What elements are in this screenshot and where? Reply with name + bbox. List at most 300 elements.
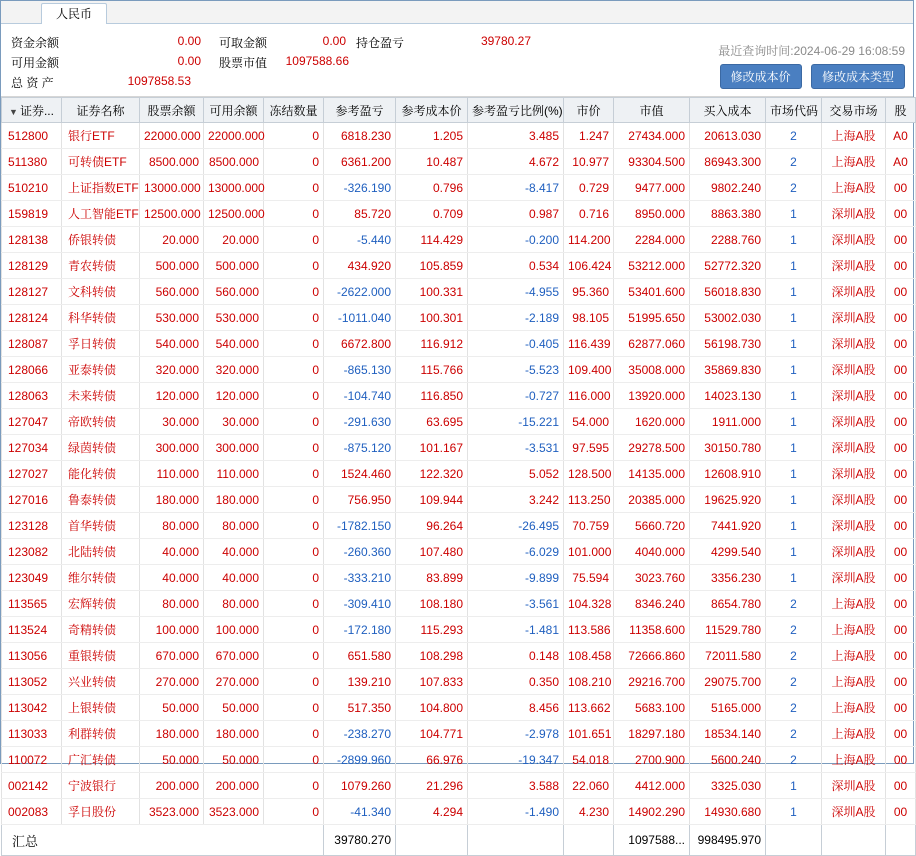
- cell-ref-pl: -2899.960: [324, 747, 396, 773]
- table-row[interactable]: [2, 435, 916, 461]
- cell-balance: 50.000: [140, 747, 204, 773]
- cell-market-price: 113.662: [564, 695, 614, 721]
- cell-name: 能化转债: [62, 461, 140, 487]
- modify-cost-type-button[interactable]: 修改成本类型: [811, 64, 905, 89]
- table-row[interactable]: [2, 227, 916, 253]
- cell-buy-cost: 18534.140: [690, 721, 766, 747]
- cell-market-price: 95.360: [564, 279, 614, 305]
- label-available-fund: 可用金额: [11, 56, 60, 70]
- cell-ref-cost-price: 10.487: [396, 149, 468, 175]
- cell-market-price: 54.018: [564, 747, 614, 773]
- table-row[interactable]: [2, 513, 916, 539]
- cell-frozen: 0: [264, 253, 324, 279]
- cell-ref-cost-price: 116.850: [396, 383, 468, 409]
- cell-market-value: 20385.000: [614, 487, 690, 513]
- table-row[interactable]: [2, 669, 916, 695]
- cell-code: 128138: [2, 227, 62, 253]
- cell-market-code: 1: [766, 461, 822, 487]
- cell-ref-pl-pct: 4.672: [468, 149, 564, 175]
- label-stock-market-value: 股票市值: [219, 56, 268, 70]
- cell-ref-cost-price: 0.709: [396, 201, 468, 227]
- cell-market-code: 1: [766, 383, 822, 409]
- cell-frozen: 0: [264, 149, 324, 175]
- value-stock-market-value: 1097588.66: [285, 54, 349, 68]
- summary-buttons: [714, 64, 905, 89]
- cell-market-price: 106.424: [564, 253, 614, 279]
- cell-available: 110.000: [204, 461, 264, 487]
- cell-exchange: 深圳A股: [822, 513, 886, 539]
- column-header-ref-pl-pct[interactable]: 参考盈亏比例(%): [468, 98, 564, 123]
- cell-buy-cost: 2288.760: [690, 227, 766, 253]
- cell-frozen: 0: [264, 435, 324, 461]
- cell-frozen: 0: [264, 747, 324, 773]
- cell-market-price: 109.400: [564, 357, 614, 383]
- cell-ref-pl-pct: -1.481: [468, 617, 564, 643]
- cell-code: 511380: [2, 149, 62, 175]
- cell-extra: 00: [886, 773, 916, 799]
- table-row[interactable]: [2, 149, 916, 175]
- cell-exchange: 深圳A股: [822, 435, 886, 461]
- label-withdrawable: 可取金额: [219, 36, 268, 50]
- cell-available: 3523.000: [204, 799, 264, 825]
- cell-market-code: 1: [766, 565, 822, 591]
- table-row[interactable]: [2, 539, 916, 565]
- cell-extra: 00: [886, 617, 916, 643]
- cell-name: 广汇转债: [62, 747, 140, 773]
- cell-ref-pl: -104.740: [324, 383, 396, 409]
- column-header-ref-pl[interactable]: 参考盈亏: [324, 98, 396, 123]
- cell-market-value: 4040.000: [614, 539, 690, 565]
- cell-market-value: 8950.000: [614, 201, 690, 227]
- cell-code: 123128: [2, 513, 62, 539]
- cell-name: 未来转债: [62, 383, 140, 409]
- cell-ref-pl-pct: -1.490: [468, 799, 564, 825]
- cell-ref-pl-pct: -9.899: [468, 565, 564, 591]
- cell-balance: 50.000: [140, 695, 204, 721]
- cell-name: 侨银转债: [62, 227, 140, 253]
- cell-name: 鲁泰转债: [62, 487, 140, 513]
- table-row[interactable]: [2, 799, 916, 825]
- cell-ref-cost-price: 104.800: [396, 695, 468, 721]
- positions-table-container[interactable]: [1, 97, 913, 849]
- cell-code: 123049: [2, 565, 62, 591]
- cell-ref-pl: 517.350: [324, 695, 396, 721]
- cell-market-code: 2: [766, 721, 822, 747]
- value-fund-balance: 0.00: [177, 34, 201, 48]
- table-row[interactable]: [2, 253, 916, 279]
- cell-market-value: 5660.720: [614, 513, 690, 539]
- cell-extra: 00: [886, 747, 916, 773]
- cell-ref-pl-pct: -2.189: [468, 305, 564, 331]
- cell-market-code: 2: [766, 695, 822, 721]
- footer-blank-2: [468, 825, 564, 856]
- cell-market-code: 2: [766, 123, 822, 149]
- cell-ref-pl: -260.360: [324, 539, 396, 565]
- cell-buy-cost: 5600.240: [690, 747, 766, 773]
- cell-ref-pl-pct: -3.531: [468, 435, 564, 461]
- cell-balance: 80.000: [140, 591, 204, 617]
- cell-buy-cost: 8654.780: [690, 591, 766, 617]
- cell-balance: 80.000: [140, 513, 204, 539]
- table-row[interactable]: [2, 409, 916, 435]
- cell-buy-cost: 14023.130: [690, 383, 766, 409]
- cell-available: 530.000: [204, 305, 264, 331]
- column-header-market-code[interactable]: 市场代码: [766, 98, 822, 123]
- column-header-buy-cost[interactable]: 买入成本: [690, 98, 766, 123]
- cell-market-price: 128.500: [564, 461, 614, 487]
- cell-ref-pl-pct: 0.987: [468, 201, 564, 227]
- column-header-balance[interactable]: 股票余额: [140, 98, 204, 123]
- cell-code: 123082: [2, 539, 62, 565]
- cell-code: 512800: [2, 123, 62, 149]
- table-row[interactable]: [2, 721, 916, 747]
- footer-blank-1: [396, 825, 468, 856]
- table-row[interactable]: [2, 123, 916, 149]
- cell-balance: 8500.000: [140, 149, 204, 175]
- table-row[interactable]: [2, 747, 916, 773]
- cell-code: 127016: [2, 487, 62, 513]
- cell-frozen: 0: [264, 695, 324, 721]
- cell-buy-cost: 1911.000: [690, 409, 766, 435]
- cell-code: 127027: [2, 461, 62, 487]
- footer-blank-5: [822, 825, 886, 856]
- cell-market-price: 0.716: [564, 201, 614, 227]
- cell-balance: 110.000: [140, 461, 204, 487]
- cell-buy-cost: 52772.320: [690, 253, 766, 279]
- cell-market-price: 108.210: [564, 669, 614, 695]
- cell-code: 002142: [2, 773, 62, 799]
- cell-available: 8500.000: [204, 149, 264, 175]
- cell-available: 50.000: [204, 695, 264, 721]
- cell-exchange: 上海A股: [822, 617, 886, 643]
- cell-ref-pl-pct: -5.523: [468, 357, 564, 383]
- cell-code: 002083: [2, 799, 62, 825]
- table-row[interactable]: [2, 487, 916, 513]
- cell-market-code: 2: [766, 747, 822, 773]
- cell-name: 孚日股份: [62, 799, 140, 825]
- cell-frozen: 0: [264, 591, 324, 617]
- cell-extra: 00: [886, 331, 916, 357]
- cell-ref-pl: 434.920: [324, 253, 396, 279]
- cell-available: 12500.000: [204, 201, 264, 227]
- cell-market-price: 108.458: [564, 643, 614, 669]
- column-header-ref-cost-price[interactable]: 参考成本价: [396, 98, 468, 123]
- cell-extra: 00: [886, 669, 916, 695]
- cell-buy-cost: 53002.030: [690, 305, 766, 331]
- cell-market-price: 114.200: [564, 227, 614, 253]
- cell-ref-pl: 85.720: [324, 201, 396, 227]
- cell-ref-pl-pct: -3.561: [468, 591, 564, 617]
- cell-code: 110072: [2, 747, 62, 773]
- table-row[interactable]: [2, 565, 916, 591]
- cell-name: 上证指数ETF: [62, 175, 140, 201]
- table-row[interactable]: [2, 357, 916, 383]
- table-row[interactable]: [2, 305, 916, 331]
- cell-balance: 40.000: [140, 539, 204, 565]
- cell-buy-cost: 8863.380: [690, 201, 766, 227]
- cell-exchange: 深圳A股: [822, 305, 886, 331]
- cell-ref-pl: -41.340: [324, 799, 396, 825]
- cell-buy-cost: 11529.780: [690, 617, 766, 643]
- cell-extra: 00: [886, 565, 916, 591]
- cell-market-value: 1620.000: [614, 409, 690, 435]
- cell-ref-pl: -2622.000: [324, 279, 396, 305]
- cell-market-code: 1: [766, 799, 822, 825]
- label-fund-balance: 资金余额: [11, 36, 60, 50]
- cell-code: 113033: [2, 721, 62, 747]
- cell-ref-pl-pct: -4.955: [468, 279, 564, 305]
- table-row[interactable]: [2, 461, 916, 487]
- cell-extra: 00: [886, 799, 916, 825]
- cell-market-value: 93304.500: [614, 149, 690, 175]
- cell-code: 510210: [2, 175, 62, 201]
- cell-market-value: 2700.900: [614, 747, 690, 773]
- table-row[interactable]: [2, 617, 916, 643]
- cell-ref-pl: 139.210: [324, 669, 396, 695]
- cell-market-value: 2284.000: [614, 227, 690, 253]
- positions-table-body: [2, 123, 916, 825]
- cell-ref-pl: -238.270: [324, 721, 396, 747]
- cell-available: 13000.000: [204, 175, 264, 201]
- cell-name: 文科转债: [62, 279, 140, 305]
- cell-buy-cost: 4299.540: [690, 539, 766, 565]
- cell-market-value: 11358.600: [614, 617, 690, 643]
- cell-market-code: 2: [766, 617, 822, 643]
- cell-code: 128087: [2, 331, 62, 357]
- cell-ref-cost-price: 21.296: [396, 773, 468, 799]
- cell-ref-cost-price: 96.264: [396, 513, 468, 539]
- cell-ref-pl: 1079.260: [324, 773, 396, 799]
- column-header-market-price[interactable]: 市价: [564, 98, 614, 123]
- cell-code: 128124: [2, 305, 62, 331]
- cell-ref-pl-pct: -26.495: [468, 513, 564, 539]
- footer-market-value-total: 1097588...: [614, 825, 690, 856]
- cell-name: 宁波银行: [62, 773, 140, 799]
- cell-frozen: 0: [264, 461, 324, 487]
- cell-market-price: 101.000: [564, 539, 614, 565]
- column-header-extra[interactable]: 股: [886, 98, 916, 123]
- cell-frozen: 0: [264, 175, 324, 201]
- cell-ref-cost-price: 108.180: [396, 591, 468, 617]
- table-row[interactable]: [2, 175, 916, 201]
- label-total-assets: 总 资 产: [11, 76, 54, 90]
- cell-market-code: 1: [766, 305, 822, 331]
- cell-frozen: 0: [264, 539, 324, 565]
- cell-market-price: 70.759: [564, 513, 614, 539]
- cell-balance: 120.000: [140, 383, 204, 409]
- cell-exchange: 深圳A股: [822, 253, 886, 279]
- cell-exchange: 深圳A股: [822, 227, 886, 253]
- cell-available: 80.000: [204, 513, 264, 539]
- cell-market-code: 1: [766, 539, 822, 565]
- cell-ref-cost-price: 122.320: [396, 461, 468, 487]
- cell-market-value: 29278.500: [614, 435, 690, 461]
- cell-exchange: 深圳A股: [822, 487, 886, 513]
- cell-ref-cost-price: 100.301: [396, 305, 468, 331]
- value-withdrawable: 0.00: [322, 34, 346, 48]
- cell-available: 180.000: [204, 721, 264, 747]
- cell-balance: 540.000: [140, 331, 204, 357]
- cell-market-price: 113.586: [564, 617, 614, 643]
- cell-name: 奇精转债: [62, 617, 140, 643]
- cell-market-code: 1: [766, 409, 822, 435]
- cell-ref-pl-pct: 8.456: [468, 695, 564, 721]
- cell-market-price: 0.729: [564, 175, 614, 201]
- cell-buy-cost: 72011.580: [690, 643, 766, 669]
- cell-frozen: 0: [264, 383, 324, 409]
- cell-ref-pl: -309.410: [324, 591, 396, 617]
- column-header-frozen[interactable]: 冻结数量: [264, 98, 324, 123]
- cell-market-price: 54.000: [564, 409, 614, 435]
- cell-available: 30.000: [204, 409, 264, 435]
- label-position-pl: 持仓盈亏: [356, 36, 405, 50]
- cell-extra: 00: [886, 461, 916, 487]
- cell-available: 50.000: [204, 747, 264, 773]
- cell-market-value: 8346.240: [614, 591, 690, 617]
- cell-ref-pl-pct: -0.727: [468, 383, 564, 409]
- cell-exchange: 深圳A股: [822, 331, 886, 357]
- table-row[interactable]: [2, 695, 916, 721]
- cell-extra: A0: [886, 149, 916, 175]
- cell-balance: 12500.000: [140, 201, 204, 227]
- cell-market-value: 29216.700: [614, 669, 690, 695]
- cell-extra: 00: [886, 201, 916, 227]
- cell-ref-pl-pct: 0.148: [468, 643, 564, 669]
- table-row[interactable]: [2, 331, 916, 357]
- cell-balance: 200.000: [140, 773, 204, 799]
- table-row[interactable]: [2, 201, 916, 227]
- cell-ref-pl-pct: -0.405: [468, 331, 564, 357]
- cell-frozen: 0: [264, 201, 324, 227]
- cell-ref-pl: -865.130: [324, 357, 396, 383]
- cell-ref-pl: -1011.040: [324, 305, 396, 331]
- cell-market-code: 2: [766, 149, 822, 175]
- cell-available: 40.000: [204, 565, 264, 591]
- account-summary-panel: [1, 24, 913, 97]
- cell-frozen: 0: [264, 227, 324, 253]
- cell-code: 113056: [2, 643, 62, 669]
- column-header-code[interactable]: [2, 98, 62, 123]
- cell-code: 127034: [2, 435, 62, 461]
- cell-ref-pl: -333.210: [324, 565, 396, 591]
- cell-name: 绿茵转债: [62, 435, 140, 461]
- cell-buy-cost: 9802.240: [690, 175, 766, 201]
- cell-frozen: 0: [264, 513, 324, 539]
- cell-ref-pl: -291.630: [324, 409, 396, 435]
- cell-frozen: 0: [264, 643, 324, 669]
- cell-balance: 320.000: [140, 357, 204, 383]
- cell-balance: 530.000: [140, 305, 204, 331]
- cell-market-code: 2: [766, 591, 822, 617]
- cell-available: 670.000: [204, 643, 264, 669]
- cell-extra: 00: [886, 591, 916, 617]
- cell-name: 亚泰转债: [62, 357, 140, 383]
- cell-exchange: 上海A股: [822, 643, 886, 669]
- cell-ref-pl-pct: -0.200: [468, 227, 564, 253]
- cell-exchange: 深圳A股: [822, 565, 886, 591]
- table-row[interactable]: [2, 279, 916, 305]
- cell-exchange: 上海A股: [822, 695, 886, 721]
- column-header-available[interactable]: 可用余额: [204, 98, 264, 123]
- column-header-exchange[interactable]: 交易市场: [822, 98, 886, 123]
- cell-code: 127047: [2, 409, 62, 435]
- cell-ref-pl: -172.180: [324, 617, 396, 643]
- cell-frozen: 0: [264, 721, 324, 747]
- footer-blank-4: [766, 825, 822, 856]
- tab-rmb[interactable]: 人民币: [41, 3, 107, 25]
- cell-market-code: 1: [766, 279, 822, 305]
- cell-available: 100.000: [204, 617, 264, 643]
- cell-ref-pl: 1524.460: [324, 461, 396, 487]
- cell-buy-cost: 86943.300: [690, 149, 766, 175]
- table-row[interactable]: [2, 643, 916, 669]
- table-row[interactable]: [2, 591, 916, 617]
- cell-balance: 40.000: [140, 565, 204, 591]
- cell-market-price: 98.105: [564, 305, 614, 331]
- cell-exchange: 深圳A股: [822, 799, 886, 825]
- cell-buy-cost: 5165.000: [690, 695, 766, 721]
- cell-exchange: 上海A股: [822, 669, 886, 695]
- cell-ref-pl: -326.190: [324, 175, 396, 201]
- cell-buy-cost: 20613.030: [690, 123, 766, 149]
- column-header-market-value[interactable]: 市值: [614, 98, 690, 123]
- cell-ref-pl: 756.950: [324, 487, 396, 513]
- cell-ref-pl-pct: 3.242: [468, 487, 564, 513]
- cell-ref-pl-pct: -6.029: [468, 539, 564, 565]
- modify-cost-price-button[interactable]: 修改成本价: [720, 64, 802, 89]
- cell-exchange: 上海A股: [822, 591, 886, 617]
- cell-ref-cost-price: 107.833: [396, 669, 468, 695]
- footer-blank-6: [886, 825, 916, 856]
- cell-market-price: 113.250: [564, 487, 614, 513]
- table-row[interactable]: [2, 383, 916, 409]
- cell-ref-cost-price: 115.293: [396, 617, 468, 643]
- cell-ref-pl-pct: 3.485: [468, 123, 564, 149]
- cell-balance: 560.000: [140, 279, 204, 305]
- cell-name: 上银转债: [62, 695, 140, 721]
- cell-name: 可转债ETF: [62, 149, 140, 175]
- cell-buy-cost: 7441.920: [690, 513, 766, 539]
- cell-ref-cost-price: 0.796: [396, 175, 468, 201]
- cell-market-value: 14135.000: [614, 461, 690, 487]
- cell-market-code: 1: [766, 357, 822, 383]
- cell-balance: 300.000: [140, 435, 204, 461]
- cell-frozen: 0: [264, 357, 324, 383]
- column-header-name[interactable]: 证券名称: [62, 98, 140, 123]
- cell-frozen: 0: [264, 305, 324, 331]
- cell-name: 帝欧转债: [62, 409, 140, 435]
- cell-balance: 180.000: [140, 487, 204, 513]
- table-row[interactable]: [2, 773, 916, 799]
- cell-frozen: 0: [264, 279, 324, 305]
- cell-code: 159819: [2, 201, 62, 227]
- cell-frozen: 0: [264, 669, 324, 695]
- cell-market-value: 72666.860: [614, 643, 690, 669]
- last-query-time: 最近查询时间:2024-06-29 16:08:59: [718, 44, 905, 58]
- cell-ref-cost-price: 100.331: [396, 279, 468, 305]
- cell-market-code: 1: [766, 435, 822, 461]
- cell-name: 银行ETF: [62, 123, 140, 149]
- cell-market-price: 22.060: [564, 773, 614, 799]
- cell-available: 180.000: [204, 487, 264, 513]
- cell-buy-cost: 35869.830: [690, 357, 766, 383]
- cell-market-value: 13920.000: [614, 383, 690, 409]
- value-total-assets: 1097858.53: [127, 74, 191, 88]
- cell-balance: 30.000: [140, 409, 204, 435]
- cell-exchange: 深圳A股: [822, 279, 886, 305]
- cell-extra: 00: [886, 227, 916, 253]
- cell-frozen: 0: [264, 799, 324, 825]
